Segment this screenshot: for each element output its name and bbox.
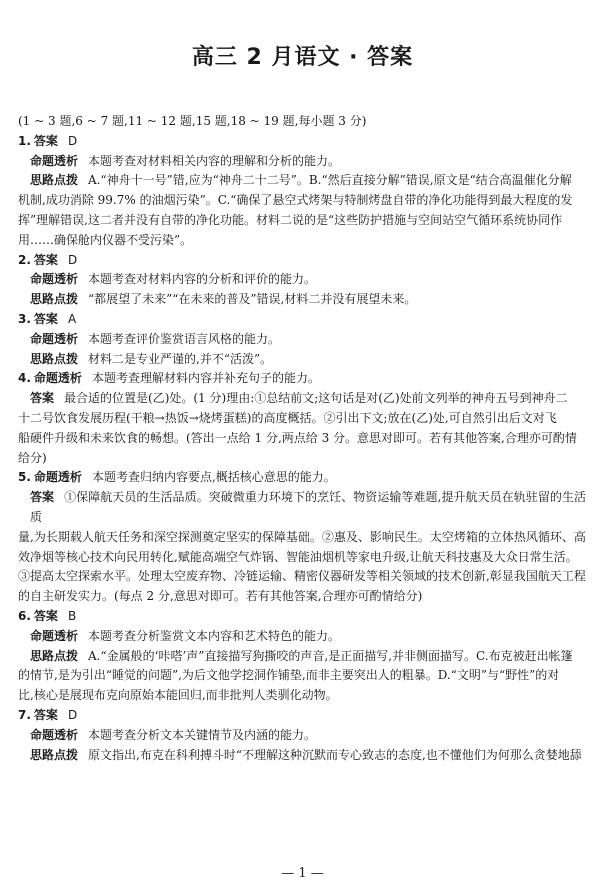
tips-line xyxy=(18,746,586,766)
tips-label: 思路点拨 xyxy=(30,648,79,663)
answer-line xyxy=(18,528,586,548)
analysis xyxy=(18,270,586,290)
question-number: 5. xyxy=(18,470,31,485)
analysis xyxy=(18,330,586,350)
tips-text: 原文指出,布克在科利搏斗时“不理解这种沉默而专心致志的态度,也不懂他们为何那么贪婪地舔 xyxy=(88,747,582,762)
answer-text: ③提高太空探索水平。处理太空废弃物、冷链运输、精密仪器研发等相关领域的技术创新,彰显我国航天工程 xyxy=(18,569,586,584)
question-number: 2. xyxy=(18,252,31,267)
answer-line xyxy=(18,548,586,568)
analysis-text: 本题考查归纳内容要点,概括核心意思的能力。 xyxy=(91,470,336,485)
answer-line xyxy=(18,567,586,587)
answer-text: 十二号饮食发展历程(干粮→热饭→烧烤蛋糕)的高度概括。②引出下文;放在(乙)处,可自然引出后文对飞 xyxy=(18,410,557,425)
page-number: — 1 — xyxy=(281,866,324,881)
question-header xyxy=(18,468,586,488)
question-header xyxy=(18,706,586,726)
answer-line xyxy=(18,429,586,449)
analysis-text: 本题考查分析鉴赏文本内容和艺术特色的能力。 xyxy=(88,628,341,643)
question-header xyxy=(18,369,586,389)
analysis-label: 命题透析 xyxy=(30,153,79,168)
answer-text: 量,为长期载人航天任务和深空探测奠定坚实的保障基础。②惠及、影响民生。太空烤箱的立体热风循环、高 xyxy=(18,529,586,544)
analysis-label: 命题透析 xyxy=(30,727,79,742)
tips-label: 思路点拨 xyxy=(30,173,79,188)
tips-text: 材料二是专业严谨的,并不“活泼”。 xyxy=(88,351,273,366)
tips-line xyxy=(18,647,586,667)
question-header xyxy=(18,310,586,330)
question-number: 4. xyxy=(18,371,31,386)
question-block xyxy=(18,369,586,468)
answer-label: 答案 xyxy=(33,133,58,148)
answer-text: 给分) xyxy=(18,450,47,465)
answer-content xyxy=(18,112,586,765)
analysis-text: 本题考查理解材料内容并补充句子的能力。 xyxy=(91,371,320,386)
answer-text: 效净烟等核心技术向民用转化,赋能高端空气炸锅、智能油烟机等家电升级,让航天科技惠及大众日常生活。 xyxy=(18,549,578,564)
tips-text: A.“金属般的‘咔嗒’声”直接描写狗撕咬的声音,是正面描写,并非侧面描写。C.布克被赶出帐篷 xyxy=(88,648,573,663)
answer-label: 答案 xyxy=(33,707,58,722)
question-header xyxy=(18,251,586,271)
answer-line xyxy=(18,488,586,528)
question-number: 6. xyxy=(18,608,31,623)
analysis-text: 本题考查分析文本关键情节及内涵的能力。 xyxy=(88,727,317,742)
answer-line xyxy=(18,449,586,469)
tips-text: 机制,成功消除 99.7% 的油烟污染”。C.“确保了悬空式烤架与特制烤盘自带的净化功能得到最大程度的发 xyxy=(18,193,573,208)
answer-label: 答案 xyxy=(33,311,58,326)
answer-label: 答案 xyxy=(33,252,58,267)
question-block xyxy=(18,468,586,607)
answer-line xyxy=(18,389,586,409)
answer-text: 最合适的位置是(乙)处。(1 分)理由:①总结前文;这句话是对(乙)处前文列举的神舟五号到神舟二 xyxy=(64,391,568,406)
question-block xyxy=(18,132,586,251)
answer-label: 答案 xyxy=(30,490,55,505)
tips-text: 用……确保舱内仪器不受污染”。 xyxy=(18,232,193,247)
tips-label: 思路点拨 xyxy=(30,747,79,762)
answer-label: 答案 xyxy=(30,391,55,406)
analysis-text: 本题考查对材料相关内容的理解和分析的能力。 xyxy=(88,153,341,168)
analysis-label: 命题透析 xyxy=(30,331,79,346)
answer-value: D xyxy=(67,707,78,722)
tips-line xyxy=(18,191,586,211)
question-header xyxy=(18,607,586,627)
tips-line xyxy=(18,350,586,370)
tips-text: 比,核心是展现布克向原始本能回归,而非批判人类驯化动物。 xyxy=(18,688,338,703)
analysis-label: 命题透析 xyxy=(30,272,79,287)
tips-line xyxy=(18,231,586,251)
tips-text: 挥”理解错误,这二者并没有自带的净化功能。材料二说的是“这些防护措施与空间站空气循环系统协同作 xyxy=(18,212,563,227)
analysis xyxy=(18,726,586,746)
analysis-label: 命题透析 xyxy=(33,371,82,386)
answer-text: ①保障航天员的生活品质。突破微重力环境下的烹饪、物资运输等难题,提升航天员在轨驻留的生活质 xyxy=(30,490,586,524)
question-header xyxy=(18,132,586,152)
question-block xyxy=(18,251,586,310)
answer-value: B xyxy=(67,608,77,623)
tips-line xyxy=(18,211,586,231)
tips-text: 的情节,是为引出“睡觉的问题”,为后文他学挖洞作铺垫,而非主要突出人的粗暴。D.“文明”与“野性”的对 xyxy=(18,668,560,683)
tips-line xyxy=(18,290,586,310)
analysis xyxy=(18,627,586,647)
answer-label: 答案 xyxy=(33,608,58,623)
answer-value: D xyxy=(67,133,78,148)
answer-text: 的自主研发实力。(每点 2 分,意思对即可。若有其他答案,合理亦可酌情给分) xyxy=(18,589,423,604)
analysis xyxy=(18,152,586,172)
analysis-text: 本题考查对材料内容的分析和评价的能力。 xyxy=(88,272,317,287)
answer-text: 船硬件升级和未来饮食的畅想。(答出一点给 1 分,两点给 3 分。意思对即可。若有其他答案,合理亦可酌情 xyxy=(18,430,577,445)
tips-line xyxy=(18,171,586,191)
analysis-label: 命题透析 xyxy=(30,628,79,643)
question-block xyxy=(18,706,586,765)
scoring-note: (1 ~ 3 题,6 ~ 7 题,11 ~ 12 题,15 题,18 ~ 19 题,每小题 3 分) xyxy=(18,114,367,128)
analysis-text: 本题考查评价鉴赏语言风格的能力。 xyxy=(88,331,281,346)
question-block xyxy=(18,310,586,369)
tips-line xyxy=(18,686,586,706)
question-number: 1. xyxy=(18,133,31,148)
answer-line xyxy=(18,409,586,429)
question-number: 3. xyxy=(18,311,31,326)
tips-text: A.“神舟十一号”错,应为“神舟二十二号”。B.“然后直接分解”错误,原文是“结合高温催化分解 xyxy=(88,173,572,188)
tips-label: 思路点拨 xyxy=(30,292,79,307)
question-number: 7. xyxy=(18,707,31,722)
analysis-label: 命题透析 xyxy=(33,470,82,485)
tips-label: 思路点拨 xyxy=(30,351,79,366)
answer-value: D xyxy=(67,252,78,267)
question-block xyxy=(18,607,586,706)
page-title: 高三 2 月语文 · 答案 xyxy=(191,45,414,70)
answer-line xyxy=(18,587,586,607)
tips-line xyxy=(18,666,586,686)
tips-text: “都展望了未来”“在未来的普及”错误,材料二并没有展望未来。 xyxy=(88,292,417,307)
answer-value: A xyxy=(67,311,77,326)
